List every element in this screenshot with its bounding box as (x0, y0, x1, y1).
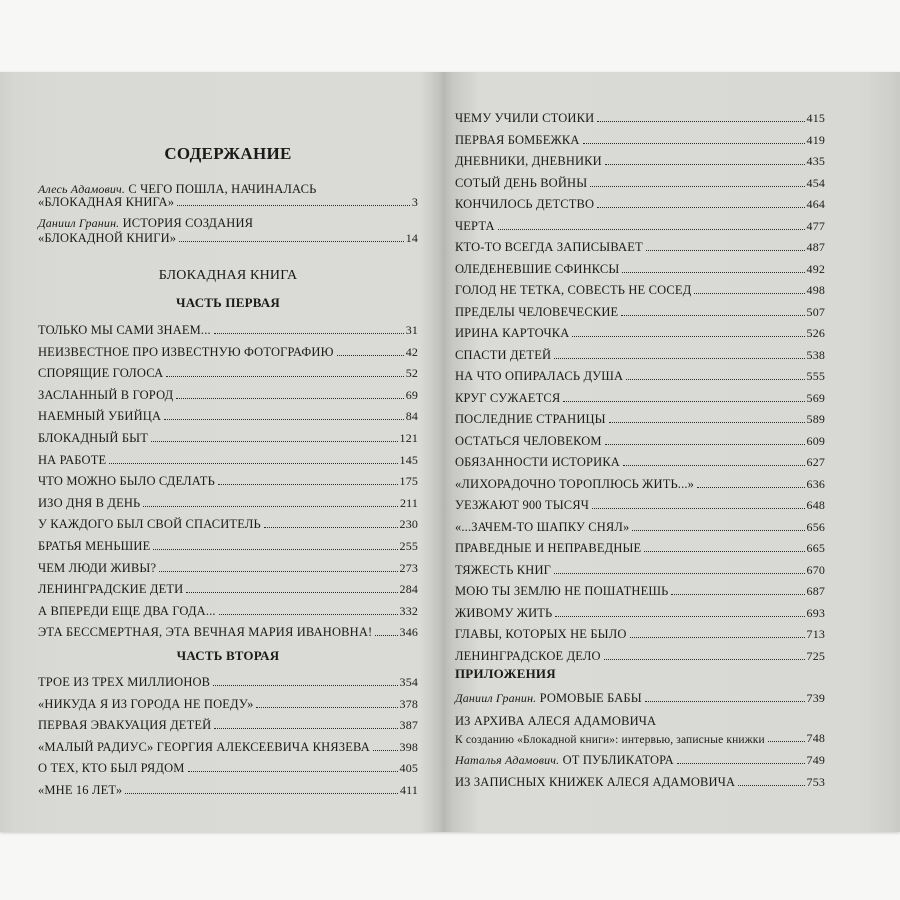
dot-leader (179, 241, 404, 242)
entry-title: ГЛАВЫ, КОТОРЫХ НЕ БЫЛО (455, 627, 627, 641)
page-number: 749 (806, 753, 825, 767)
page-number: 665 (806, 541, 825, 555)
page-number: 211 (399, 495, 418, 510)
dot-leader (597, 121, 804, 122)
entry-title: НА РАБОТЕ (38, 452, 107, 467)
entry-title: У КАЖДОГО БЫЛ СВОЙ СПАСИТЕЛЬ (38, 517, 261, 532)
page-number: 492 (806, 261, 825, 276)
page-number: 398 (399, 739, 418, 754)
part1-entry[interactable] (38, 428, 418, 446)
entry-title: НА ЧТО ОПИРАЛАСЬ ДУША (455, 369, 624, 383)
page-number: 739 (806, 691, 825, 705)
dot-leader (186, 592, 397, 593)
page-number: 3 (411, 195, 418, 209)
dot-leader (605, 444, 805, 445)
dot-leader (159, 571, 397, 572)
page-number: 636 (806, 476, 825, 491)
entry-title: ПОСЛЕДНИЕ СТРАНИЦЫ (455, 412, 606, 426)
page-number: 687 (806, 584, 825, 598)
appendix-title-4-text: ОТ ПУБЛИКАТОРА (562, 753, 674, 767)
dot-leader (188, 771, 398, 772)
right-entry[interactable] (455, 194, 825, 212)
dot-leader (555, 616, 804, 617)
part1-entry[interactable] (38, 622, 418, 640)
appendix-title-3: К созданию «Блокадной книги»: интервью, записные книжки (455, 734, 765, 746)
appendix-entry-2[interactable]: ИЗ АРХИВА АЛЕСЯ АДАМОВИЧА (455, 714, 657, 728)
part1-entry[interactable] (38, 558, 418, 576)
dot-leader (498, 229, 805, 230)
appendix-heading: ПРИЛОЖЕНИЯ (455, 666, 556, 681)
dot-leader (583, 143, 805, 144)
right-entry[interactable] (455, 151, 825, 169)
book-spread (0, 72, 900, 832)
book-title-heading: БЛОКАДНАЯ КНИГА (158, 268, 298, 283)
part2-entry[interactable] (38, 694, 418, 712)
dot-leader (572, 336, 804, 337)
page-number: 753 (806, 775, 825, 789)
dot-leader (677, 763, 805, 764)
appendix-author-4: Наталья Адамович. (455, 753, 560, 767)
page-number: 387 (399, 718, 418, 733)
entry-title: ПЕРВАЯ БОМБЕЖКА (455, 132, 580, 147)
entry-title: ОЛЕДЕНЕВШИЕ СФИНКСЫ (455, 261, 620, 276)
right-entry[interactable] (455, 517, 825, 535)
dot-leader (219, 614, 398, 615)
intro-title-1a: С ЧЕГО ПОШЛА, НАЧИНАЛАСЬ (128, 182, 317, 196)
right-entry[interactable] (455, 452, 825, 470)
dot-leader (214, 333, 404, 334)
page-number: 230 (399, 517, 418, 532)
page-number: 69 (405, 387, 418, 402)
entry-title: ЧЕРТА (455, 218, 495, 233)
entry-title: ТОЛЬКО МЫ САМИ ЗНАЕМ... (38, 323, 211, 337)
page-number: 464 (806, 197, 825, 211)
appendix-author-1: Даниил Гранин. (455, 691, 537, 705)
page-number: 415 (806, 111, 825, 125)
right-entry[interactable] (455, 237, 825, 255)
dot-leader (109, 463, 397, 464)
part1-entry[interactable] (38, 363, 418, 381)
entry-title: БРАТЬЯ МЕНЬШИЕ (38, 539, 151, 553)
dot-leader (592, 508, 805, 509)
right-entry[interactable] (455, 495, 825, 513)
dot-leader (622, 272, 804, 273)
page-number: 405 (399, 761, 418, 776)
entry-title: О ТЕХ, КТО БЫЛ РЯДОМ (38, 761, 185, 776)
right-entry[interactable] (455, 624, 825, 642)
right-entry[interactable] (455, 603, 825, 621)
page-number: 487 (806, 240, 825, 254)
page-number: 569 (806, 390, 825, 405)
entry-title: ОБЯЗАННОСТИ ИСТОРИКА (455, 455, 620, 469)
part1-entry[interactable] (38, 342, 418, 360)
dot-leader (738, 785, 804, 786)
dot-leader (609, 422, 805, 423)
dot-leader (632, 530, 804, 531)
dot-leader (151, 441, 398, 442)
part2-entry[interactable] (38, 758, 418, 776)
appendix-entry-5[interactable] (455, 772, 825, 790)
left-page (38, 72, 418, 832)
page-number: 354 (399, 675, 418, 689)
right-entry[interactable] (455, 280, 825, 298)
part1-entry[interactable] (38, 514, 418, 532)
entry-title: ИЗО ДНЯ В ДЕНЬ (38, 495, 141, 510)
entry-title: СПОРЯЩИЕ ГОЛОСА (38, 366, 164, 381)
page-number: 346 (399, 625, 418, 640)
page-number: 454 (806, 175, 825, 190)
page-number: 175 (399, 474, 418, 489)
entry-title: НЕИЗВЕСТНОЕ ПРО ИЗВЕСТНУЮ ФОТОГРАФИЮ (38, 344, 334, 359)
entry-title: СПАСТИ ДЕТЕЙ (455, 347, 552, 362)
part1-entry[interactable] (38, 471, 418, 489)
dot-leader (264, 527, 398, 528)
dot-leader (164, 419, 404, 420)
right-entry[interactable] (455, 560, 825, 578)
page-number: 31 (405, 323, 418, 337)
page-number: 419 (806, 132, 825, 147)
page-number: 42 (405, 344, 418, 359)
page-title: СОДЕРЖАНИЕ (164, 144, 292, 163)
right-entry[interactable] (455, 108, 825, 126)
entry-title: ЛЕНИНГРАДСКОЕ ДЕЛО (455, 648, 601, 663)
dot-leader (214, 728, 397, 729)
part1-entry[interactable] (38, 406, 418, 424)
part1-entry[interactable] (38, 385, 418, 403)
part2-entry[interactable] (38, 715, 418, 733)
entry-title: ОСТАТЬСЯ ЧЕЛОВЕКОМ (455, 433, 602, 448)
dot-leader (125, 793, 398, 794)
part1-entry[interactable] (38, 493, 418, 511)
page-number: 526 (806, 326, 825, 340)
dot-leader (218, 484, 398, 485)
dot-leader (605, 164, 805, 165)
entry-title: ИРИНА КАРТОЧКА (455, 326, 570, 340)
page-number: 648 (806, 498, 825, 512)
entry-title: КОНЧИЛОСЬ ДЕТСТВО (455, 197, 595, 211)
part1-entry[interactable] (38, 601, 418, 619)
page-number: 725 (806, 648, 825, 663)
page-number: 284 (399, 582, 418, 597)
entry-title: УЕЗЖАЮТ 900 ТЫСЯЧ (455, 498, 590, 512)
entry-title: ТРОЕ ИЗ ТРЕХ МИЛЛИОНОВ (38, 675, 211, 689)
entry-title: ЧЕМ ЛЮДИ ЖИВЫ? (38, 560, 157, 575)
entry-title: ПРЕДЕЛЫ ЧЕЛОВЕЧЕСКИЕ (455, 304, 619, 319)
dot-leader (623, 465, 805, 466)
page-number: 121 (399, 431, 418, 445)
entry-title: ЧЕМУ УЧИЛИ СТОИКИ (455, 111, 595, 125)
right-entry[interactable] (455, 216, 825, 234)
page-number: 332 (399, 603, 418, 618)
page-number: 609 (806, 433, 825, 448)
intro-author-2: Даниил Гранин. (38, 216, 120, 230)
appendix-entry-4[interactable] (455, 750, 825, 768)
dot-leader (143, 506, 398, 507)
entry-title: ЭТА БЕССМЕРТНАЯ, ЭТА ВЕЧНАЯ МАРИЯ ИВАНОВНА! (38, 625, 373, 640)
entry-title: ПРАВЕДНЫЕ И НЕПРАВЕДНЫЕ (455, 541, 642, 555)
right-entry[interactable] (455, 366, 825, 384)
part2-entry[interactable] (38, 737, 418, 755)
dot-leader (563, 401, 804, 402)
dot-leader (337, 355, 404, 356)
entry-title: ЧТО МОЖНО БЫЛО СДЕЛАТЬ (38, 474, 215, 489)
dot-leader (768, 741, 805, 742)
right-page (455, 72, 825, 832)
dot-leader (153, 549, 397, 550)
entry-title: ГОЛОД НЕ ТЕТКА, СОВЕСТЬ НЕ СОСЕД (455, 283, 692, 297)
entry-title: СОТЫЙ ДЕНЬ ВОЙНЫ (455, 175, 588, 190)
page-number: 411 (399, 783, 418, 797)
intro-author-1: Алесь Адамович. (38, 182, 126, 196)
page-number: 627 (806, 455, 825, 469)
page-number: 538 (806, 347, 825, 362)
right-entry[interactable] (455, 173, 825, 191)
right-entry[interactable] (455, 538, 825, 556)
page-number: 555 (806, 369, 825, 383)
appendix-title-1 (455, 691, 642, 706)
right-entry[interactable] (455, 581, 825, 599)
intro-entry-2[interactable] (38, 228, 418, 246)
dot-leader (697, 487, 805, 488)
right-entry[interactable] (455, 409, 825, 427)
part1-heading: ЧАСТЬ ПЕРВАЯ (176, 295, 280, 310)
dot-leader (373, 750, 398, 751)
entry-title: ДНЕВНИКИ, ДНЕВНИКИ (455, 154, 602, 168)
dot-leader (621, 315, 804, 316)
entry-title: ПЕРВАЯ ЭВАКУАЦИЯ ДЕТЕЙ (38, 718, 212, 733)
page-number: 498 (806, 283, 825, 297)
right-entry[interactable] (455, 388, 825, 406)
right-entry[interactable] (455, 431, 825, 449)
entry-title: НАЕМНЫЙ УБИЙЦА (38, 409, 162, 424)
part2-entry[interactable] (38, 780, 418, 798)
entry-title: БЛОКАДНЫЙ БЫТ (38, 431, 149, 445)
right-entry[interactable] (455, 474, 825, 492)
part1-entry[interactable] (38, 320, 418, 338)
appendix-title-4 (455, 753, 674, 768)
dot-leader (644, 551, 804, 552)
dot-leader (166, 376, 403, 377)
entry-title: «МАЛЫЙ РАДИУС» ГЕОРГИЯ АЛЕКСЕЕВИЧА КНЯЗЕВА (38, 739, 370, 754)
appendix-title-1-text: РОМОВЫЕ БАБЫ (539, 691, 642, 705)
dot-leader (213, 685, 397, 686)
dot-leader (177, 205, 410, 206)
appendix-entry-3[interactable] (455, 728, 825, 746)
dot-leader (646, 250, 805, 251)
part1-entry[interactable] (38, 450, 418, 468)
dot-leader (554, 358, 804, 359)
entry-title: КТО-ТО ВСЕГДА ЗАПИСЫВАЕТ (455, 240, 643, 254)
page-number: 435 (806, 154, 825, 168)
page-number: 713 (806, 627, 825, 641)
entry-title: А ВПЕРЕДИ ЕЩЕ ДВА ГОДА... (38, 603, 216, 618)
intro-title-2b: «БЛОКАДНОЙ КНИГИ» (38, 231, 177, 245)
dot-leader (645, 701, 805, 702)
right-entry[interactable] (455, 302, 825, 320)
page-number: 273 (399, 560, 418, 575)
part1-entry[interactable] (38, 579, 418, 597)
dot-leader (630, 637, 805, 638)
dot-leader (176, 398, 403, 399)
intro-title-1b: «БЛОКАДНАЯ КНИГА» (38, 195, 175, 209)
dot-leader (375, 635, 397, 636)
page-number: 507 (806, 304, 825, 319)
page-number: 670 (806, 562, 825, 577)
page-number: 748 (806, 731, 825, 745)
page-number: 589 (806, 412, 825, 426)
entry-title: «НИКУДА Я ИЗ ГОРОДА НЕ ПОЕДУ» (38, 696, 254, 711)
entry-title: МОЮ ТЫ ЗЕМЛЮ НЕ ПОШАТНЕШЬ (455, 584, 669, 598)
dot-leader (597, 207, 804, 208)
part2-heading: ЧАСТЬ ВТОРАЯ (176, 648, 280, 663)
page-number: 145 (399, 452, 418, 467)
page-number: 14 (405, 231, 418, 245)
page-number: 378 (399, 696, 418, 711)
appendix-entry-1[interactable] (455, 688, 825, 706)
dot-leader (626, 379, 804, 380)
appendix-title-5: ИЗ ЗАПИСНЫХ КНИЖЕК АЛЕСЯ АДАМОВИЧА (455, 775, 736, 789)
entry-title: «МНЕ 16 ЛЕТ» (38, 783, 123, 797)
entry-title: КРУГ СУЖАЕТСЯ (455, 390, 561, 405)
page-number: 693 (806, 605, 825, 620)
right-entry[interactable] (455, 259, 825, 277)
dot-leader (256, 707, 397, 708)
page-number: 52 (405, 366, 418, 381)
dot-leader (604, 659, 805, 660)
intro-entry-1[interactable] (38, 192, 418, 210)
entry-title: ТЯЖЕСТЬ КНИГ (455, 562, 552, 577)
entry-title: «ЛИХОРАДОЧНО ТОРОПЛЮСЬ ЖИТЬ...» (455, 476, 695, 491)
right-entry[interactable] (455, 323, 825, 341)
page-number: 656 (806, 519, 825, 534)
page-number: 84 (405, 409, 418, 424)
intro-title-2a: ИСТОРИЯ СОЗДАНИЯ (122, 216, 254, 230)
entry-title: ЛЕНИНГРАДСКИЕ ДЕТИ (38, 582, 184, 597)
right-entry[interactable] (455, 646, 825, 664)
page-number: 255 (399, 539, 418, 553)
right-entry[interactable] (455, 130, 825, 148)
part1-entry[interactable] (38, 536, 418, 554)
right-entry[interactable] (455, 345, 825, 363)
entry-title: «...ЗАЧЕМ-ТО ШАПКУ СНЯЛ» (455, 519, 630, 534)
entry-title: ЗАСЛАННЫЙ В ГОРОД (38, 387, 174, 402)
entry-title: ЖИВОМУ ЖИТЬ (455, 605, 553, 620)
page-number: 477 (806, 218, 825, 233)
dot-leader (590, 186, 804, 187)
part2-entry[interactable] (38, 672, 418, 690)
dot-leader (554, 573, 805, 574)
dot-leader (694, 293, 804, 294)
dot-leader (671, 594, 804, 595)
